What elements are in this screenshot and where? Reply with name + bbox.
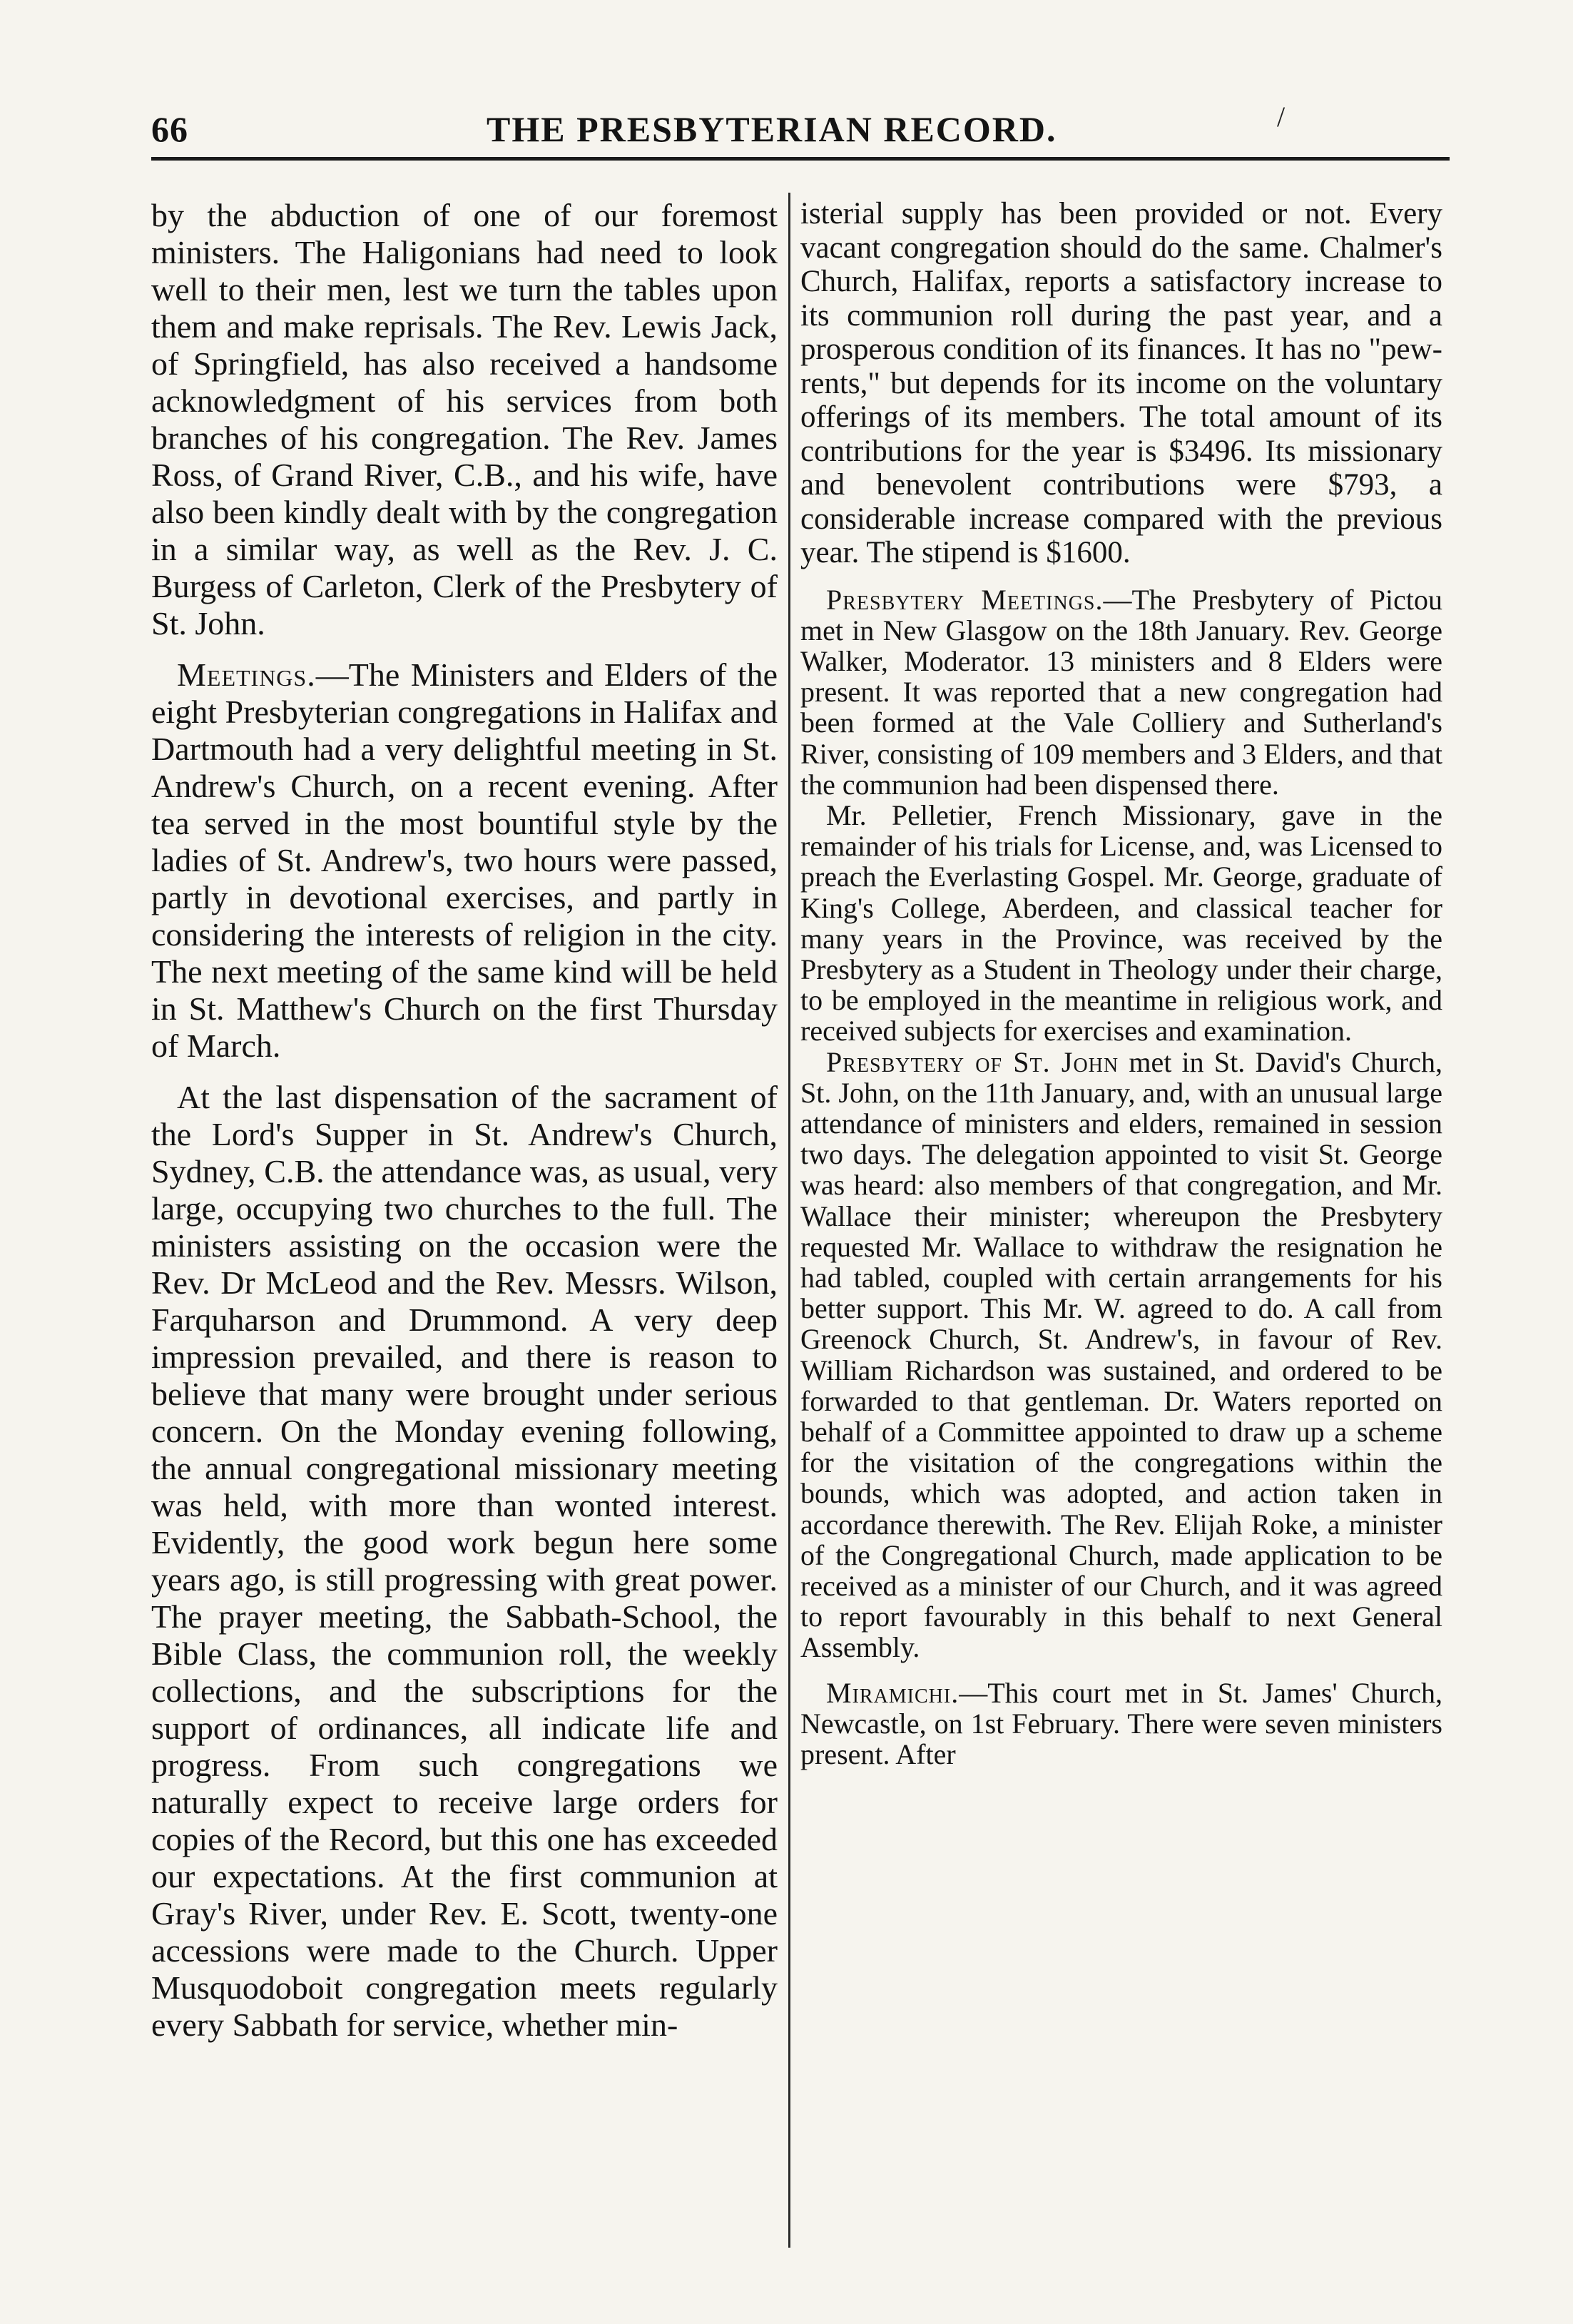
running-title: THE PRESBYTERIAN RECORD. xyxy=(487,109,1057,149)
ink-mark: / xyxy=(1277,101,1286,133)
section-heading: Meetings. xyxy=(177,656,316,693)
paragraph-text: —The Ministers and Elders of the eight Presbyterian congregations in Halifax and Dartmouth had a very delightful meeting in St. Andrew's Church, on a recent evening. After tea served in the most bountiful style by the ladies of St. Andrew's, two hours were passed, partly in devotional exercises, and partly in considering the interests of religion in the city. The next meeting of the same kind will be held in St. Matthew's Church on the first Thursday of March. xyxy=(151,656,778,1064)
paragraph: isterial supply has been provided or not. Every vacant congregation should do the same. Chalmer's Church, Halifax, reports a satisfactory increase to its communion roll during the past year, and a prosperous condition of its finances. It has no "pew-rents," but depends for its income on the voluntary offerings of its members. The total amount of its contributions for the year is $3496. Its missionary and benevolent contributions were $793, a considerable increase compared with the previous year. The stipend is $1600. xyxy=(800,197,1442,569)
paragraph-text: —The Presbytery of Pictou met in New Glasgow on the 18th January. Rev. George Walker, Moderator. 13 ministers and 8 Elders were present. It was reported that a new congregation had been formed at the Vale Colliery and Sutherland's River, consisting of 109 members and 3 Elders, and that the communion had been dispensed there. xyxy=(800,583,1442,801)
paragraph xyxy=(800,1047,1442,1663)
page-header xyxy=(151,106,1450,161)
paragraph: by the abduction of one of our foremost ministers. The Haligonians had need to look well to their men, lest we turn the tables upon them and make reprisals. The Rev. Lewis Jack, of Springfield, has also received a handsome acknowledgment of his services from both branches of his congregation. The Rev. James Ross, of Grand River, C.B., and his wife, have also been kindly dealt with by the congregation in a similar way, as well as the Rev. J. C. Burgess of Carleton, Clerk of the Presbytery of St. John. xyxy=(151,197,778,641)
paragraph: At the last dispensation of the sacrament of the Lord's Supper in St. Andrew's Church, Sydney, C.B. the attendance was, as usual, very large, occupying two churches to the full. The ministers assisting on the occasion were the Rev. Dr McLeod and the Rev. Messrs. Wilson, Farquharson and Drummond. A very deep impression prevailed, and there is reason to believe that many were brought under serious concern. On the Monday evening following, the annual congregational missionary meeting was held, with more than wonted interest. Evidently, the good work begun here some years ago, is still progressing with great power. The prayer meeting, the Sabbath-School, the Bible Class, the communion roll, the weekly collections, and the subscriptions for the support of ordinances, all indicate life and progress. From such congregations we naturally expect to receive large orders for copies of the Record, but this one has exceeded our expectations. At the first communion at Gray's River, under Rev. E. Scott, twenty-one accessions were made to the Church. Upper Musquodoboit congregation meets regularly every Sabbath for service, whether min- xyxy=(151,1079,778,2043)
column-divider xyxy=(788,193,790,2248)
section-heading: Presbytery Meetings. xyxy=(826,583,1104,616)
paragraph-text: —This court met in St. James' Church, Newcastle, on 1st February. There were seven ministers present. After xyxy=(800,1676,1442,1771)
paragraph-text: met in St. David's Church, St. John, on the 11th January, and, with an unusual large attendance of ministers and elders, remained in session two days. The delegation appointed to visit St. George was heard: also members of that congregation, and Mr. Wallace their minister; whereupon the Presbytery requested Mr. Wallace to withdraw the resignation he had tabled, coupled with certain arrangements for his better support. This Mr. W. agreed to do. A call from Greenock Church, St. Andrew's, in favour of Rev. William Richardson was sustained, and ordered to be forwarded to that gentleman. Dr. Waters reported on behalf of a Committee appointed to draw up a scheme for the visitation of the congregations within the bounds, which was adopted, and action taken in accordance therewith. The Rev. Elijah Roke, a minister of the Congregational Church, made application to be received as a minister of our Church, and it was agreed to report favourably in this behalf to next General Assembly. xyxy=(800,1045,1442,1664)
section-heading: Miramichi. xyxy=(826,1676,959,1709)
page-number: 66 xyxy=(151,109,188,149)
left-column xyxy=(151,197,778,2245)
paragraph: Mr. Pelletier, French Missionary, gave in the remainder of his trials for License, and, was Licensed to preach the Everlasting Gospel. Mr. George, graduate of King's College, Aberdeen, and classical teacher for many years in the Province, was received by the Presbytery as a Student in Theology under their charge, to be employed in the meantime in religious work, and received subjects for exercises and examination. xyxy=(800,798,1442,1047)
paragraph xyxy=(151,656,778,1065)
paragraph xyxy=(800,584,1442,800)
paragraph xyxy=(800,1678,1442,1770)
section-heading: Presbytery of St. John xyxy=(826,1045,1119,1078)
right-column xyxy=(800,197,1442,2245)
